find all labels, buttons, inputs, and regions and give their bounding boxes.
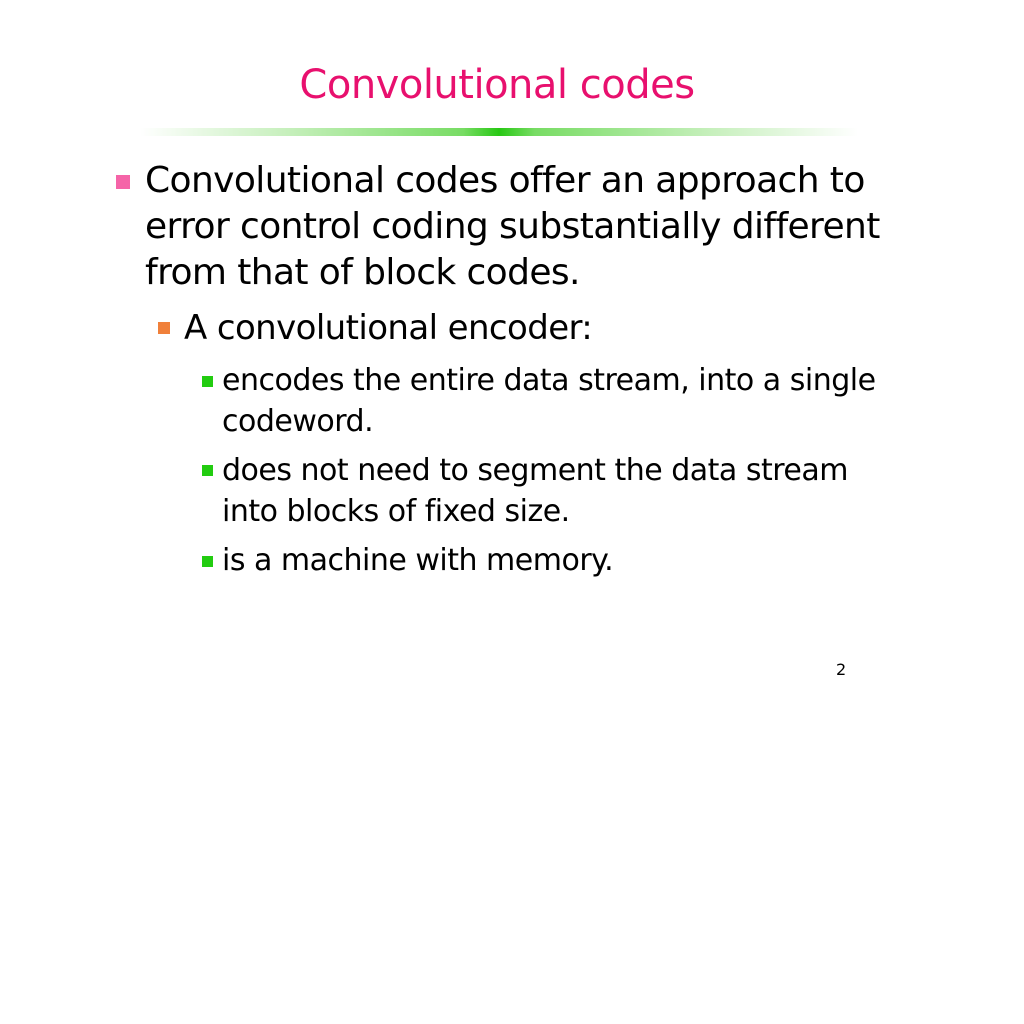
level3-bullet-text: is a machine with memory. [222, 543, 614, 578]
level2-bullet-square-icon [158, 322, 170, 334]
level3-bullet-square-icon [202, 465, 213, 476]
slide-title: Convolutional codes [299, 62, 695, 108]
level1-bullet-square-icon [116, 175, 130, 189]
page-number: 2 [836, 660, 847, 679]
level3-bullet-text: encodes the entire data stream, into a single codeword. [222, 363, 876, 439]
level3-bullet-square-icon [202, 556, 213, 567]
level1-bullet-text: Convolutional codes offer an approach to error control coding substantially different from that of block codes. [145, 160, 880, 293]
level3-bullet-text: does not need to segment the data stream into blocks of fixed size. [222, 453, 848, 529]
level2-bullet-text: A convolutional encoder: [184, 308, 593, 348]
title-divider [140, 128, 858, 136]
level3-bullet-square-icon [202, 376, 213, 387]
